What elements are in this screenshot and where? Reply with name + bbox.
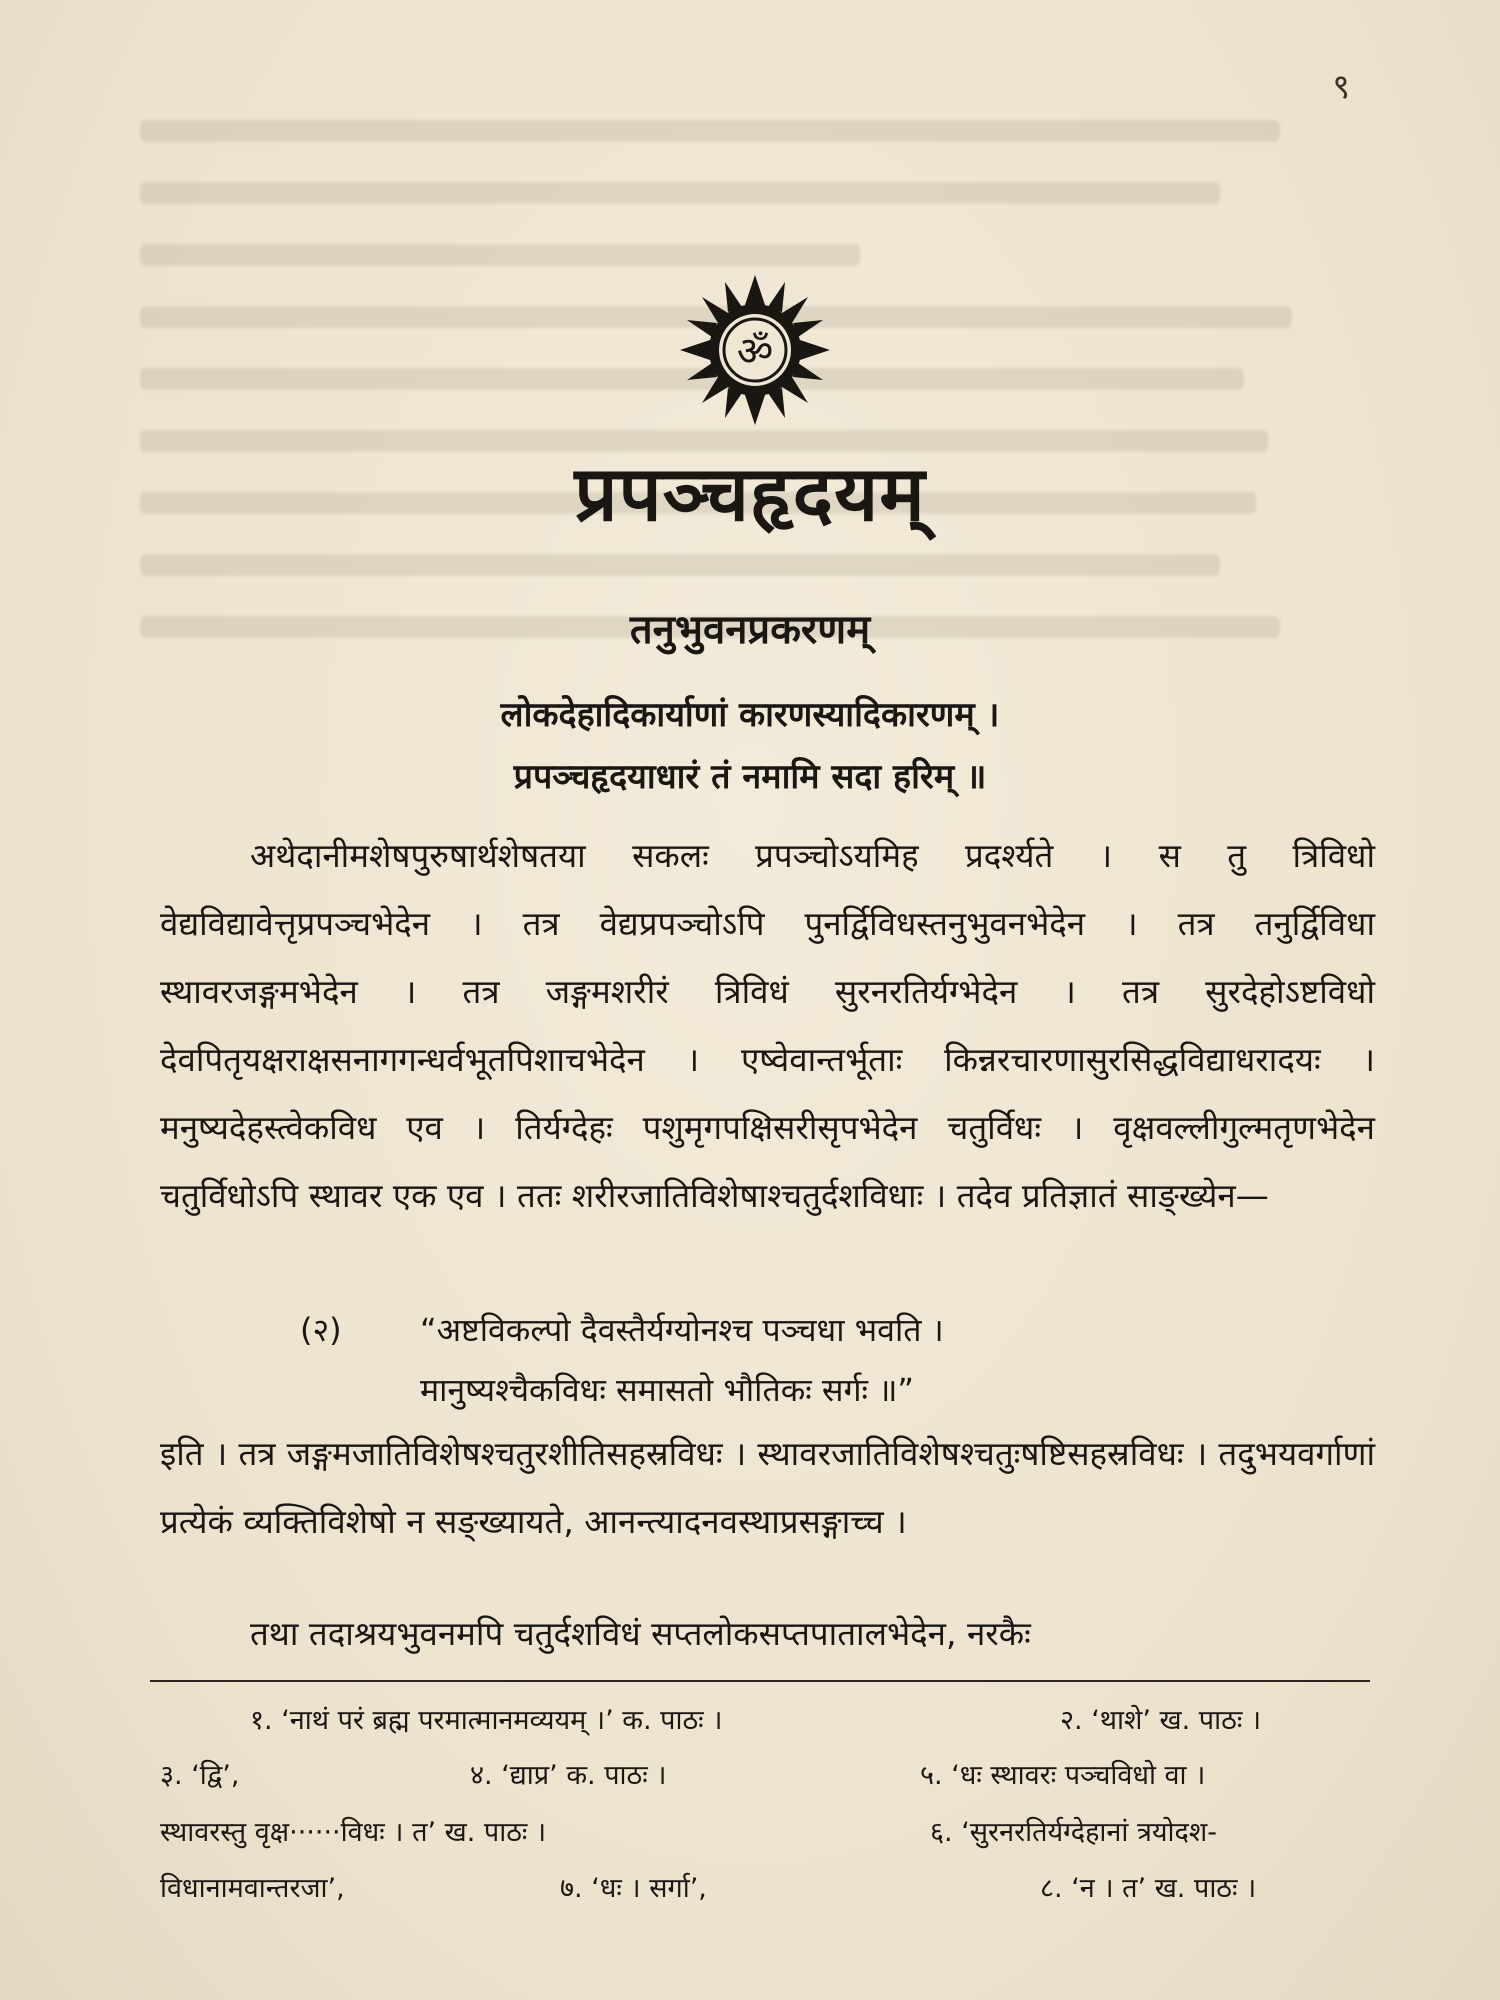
- footnote-3: ३. ‘द्वि’,: [160, 1760, 240, 1791]
- chapter-subtitle: तनुभुवनप्रकरणम्: [629, 607, 871, 653]
- footnote-1: १. ‘नाथं परं ब्रह्म परमात्मानमव्ययम् ।’ क. पाठः ।: [250, 1705, 723, 1736]
- footnote-5-continued: स्थावरस्तु वृक्ष······विधः । त’ ख. पाठः ।: [160, 1817, 547, 1848]
- quote-line-1: “अष्टविकल्पो दैवस्तैर्यग्योनश्च पञ्चधा भवति ।: [420, 1311, 944, 1349]
- footnote-4: ४. ‘द्याप्र’ क. पाठः ।: [470, 1760, 667, 1791]
- footnote-5: ५. ‘धः स्थावरः पञ्चविधो वा ।: [920, 1760, 1206, 1791]
- page-title: प्रपञ्चहृदयम्: [574, 449, 926, 538]
- svg-text:ॐ: ॐ: [736, 329, 774, 375]
- footnote-6-continued: विधानामवान्तरजा’,: [160, 1873, 345, 1904]
- invocation-line-2: प्रपञ्चहृदयाधारं तं नमामि सदा हरिम् ॥: [513, 757, 987, 797]
- footnote-7: ७. ‘धः । सर्गा’,: [560, 1873, 707, 1904]
- page-number: ९: [1332, 67, 1350, 107]
- footnote-divider: [150, 1680, 1370, 1682]
- footnote-6: ६. ‘सुरनरतिर्यग्देहानां त्रयोदश-: [930, 1817, 1217, 1848]
- body-paragraph-3: तथा तदाश्रयभुवनमपि चतुर्दशविधं सप्तलोकसप्तपातालभेदेन, नरकैः: [250, 1614, 1031, 1653]
- body-paragraph-1: अथेदानीमशेषपुरुषार्थशेषतया सकलः प्रपञ्चोऽयमिह प्रदर्श्यते । स तु त्रिविधो वेद्यविद्यावेत्तृप्रपञ्चभेदेन । तत्र वेद्यप्रपञ्चोऽपि पुनर्द्विविधस्तनुभुवनभेदेन । तत्र तनुर्द्विविधा स्थावरजङ्गमभेदेन । तत्र जङ्गमशरीरं त्रिविधं सुरनरतिर्यग्भेदेन । तत्र सुरदेहोऽष्टविधो देवपितृयक्षराक्षसनागगन्धर्वभूतपिशाचभेदेन । एष्वेवान्तर्भूताः किन्नरचारणासुरसिद्धविद्याधरादयः । मनुष्यदेहस्त्वेकविध एव । तिर्यग्देहः पशुमृगपक्षिसरीसृपभेदेन चतुर्विधः । वृक्षवल्लीगुल्मतृणभेदेन चतुर्विधोऽपि स्थावर एक एव । ततः शरीरजातिविशेषाश्चतुर्दशविधाः । तदेव प्रतिज्ञातं साङ्ख्येन—: [160, 836, 1375, 1215]
- quote-number: (२): [300, 1311, 342, 1349]
- footnote-8: ८. ‘न । त’ ख. पाठः ।: [1040, 1873, 1257, 1904]
- footnote-2: २. ‘थाशे’ ख. पाठः ।: [1060, 1705, 1262, 1736]
- body-paragraph-2: इति । तत्र जङ्गमजातिविशेषश्चतुरशीतिसहस्रविधः । स्थावरजातिविशेषश्चतुःषष्टिसहस्रविधः । तदुभयवर्गाणां प्रत्येकं व्यक्तिविशेषो न सङ्ख्यायते, आनन्त्यादनवस्थाप्रसङ्गाच्च ।: [160, 1434, 1375, 1541]
- quote-line-2: मानुष्यश्चैकविधः समासतो भौतिकः सर्गः ॥”: [420, 1371, 914, 1409]
- om-sun-icon: [680, 275, 830, 425]
- invocation-line-1: लोकदेहादिकार्याणां कारणस्यादिकारणम् ।: [500, 695, 1000, 735]
